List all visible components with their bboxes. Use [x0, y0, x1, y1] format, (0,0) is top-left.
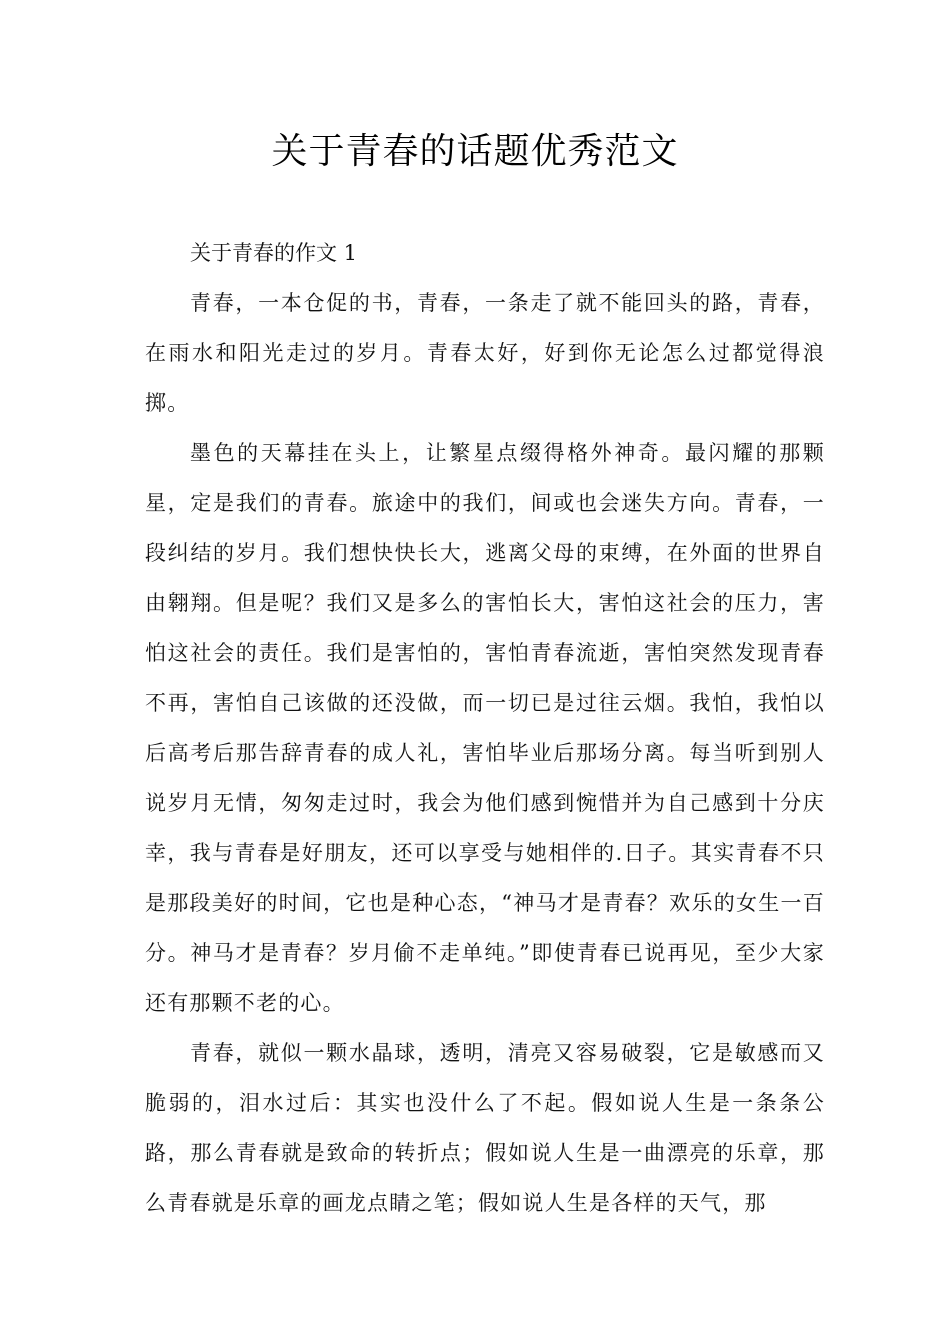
document-body: [145, 228, 825, 1228]
paragraph-2: 墨色的天幕挂在头上，让繁星点缀得格外神奇。最闪耀的那颗星，定是我们的青春。旅途中的我们，间或也会迷失方向。青春，一段纠结的岁月。我们想快快长大，逃离父母的束缚，在外面的世界自由翱翔。但是呢？我们又是多么的害怕长大，害怕这社会的压力，害怕这社会的责任。我们是害怕的，害怕青春流逝，害怕突然发现青春不再，害怕自己该做的还没做，而一切已是过往云烟。我怕，我怕以后高考后那告辞青春的成人礼，害怕毕业后那场分离。每当听到别人说岁月无情，匆匆走过时，我会为他们感到惋惜并为自己感到十分庆幸，我与青春是好朋友，还可以享受与她相伴的.日子。其实青春不只是那段美好的时间，它也是种心态，“神马才是青春？欢乐的女生一百分。神马才是青春？岁月偷不走单纯。”即使青春已说再见，至少大家还有那颗不老的心。: [145, 441, 825, 1015]
paragraph-3: 青春，就似一颗水晶球，透明，清亮又容易破裂，它是敏感而又脆弱的，泪水过后：其实也没什么了不起。假如说人生是一条条公路，那么青春就是致命的转折点；假如说人生是一曲漂亮的乐章，那么青春就是乐章的画龙点睛之笔；假如说人生是各样的天气，那: [145, 1041, 825, 1215]
paragraph-1: 青春，一本仓促的书，青春，一条走了就不能回头的路，青春，在雨水和阳光走过的岁月。青春太好，好到你无论怎么过都觉得浪掷。: [145, 291, 825, 415]
document-title: 关于青春的话题优秀范文: [271, 131, 679, 172]
section-heading: 关于青春的作文 1: [190, 241, 358, 265]
